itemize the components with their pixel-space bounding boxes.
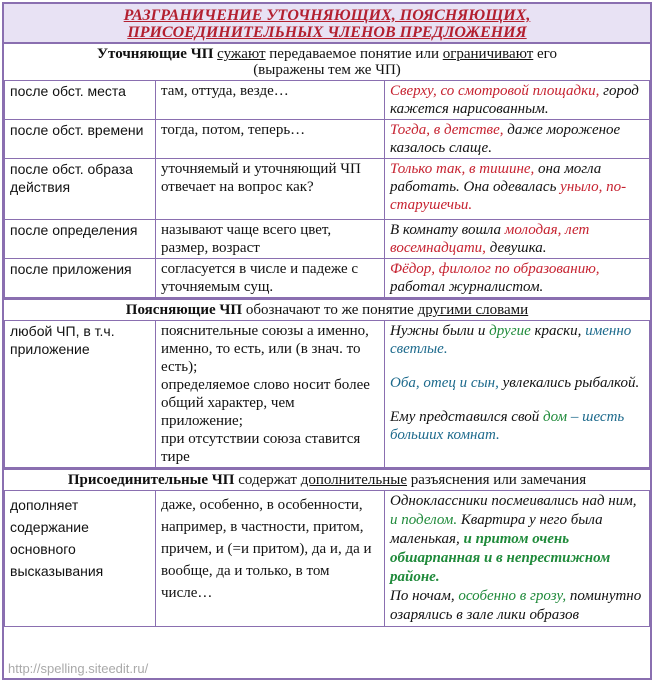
section-clarifying-header: Уточняющие ЧП сужают передаваемое понятие или ограничивают его (выражены тем же ЧП): [97, 46, 557, 78]
section-connective-header: Присоединительные ЧП содержат дополнительные разъяснения или замечания: [4, 468, 650, 490]
section-connective-table: [4, 490, 650, 627]
table-row: после обст. места там, оттуда, везде… Сверху, со смотровой площадки, город кажется нарисованным.: [5, 81, 650, 120]
table-row: после определения называют чаще всего цвет, размер, возраст В комнату вошла молодая, лет восемнадцати, девушка.: [5, 220, 650, 259]
table-row: после приложения согласуется в числе и падеже с уточняемым сущ. Фёдор, филолог по образованию, работал журналистом.: [5, 259, 650, 298]
table-row: после обст. образа действия уточняемый и уточняющий ЧП отвечает на вопрос как? Только так, в тишине, она могла работать. Она одевалась уныло, по-старушечьи.: [5, 159, 650, 220]
rules-table: [2, 2, 652, 680]
table-row: дополняет содержание основного высказывания даже, особенно, в особенности, например, в частности, притом, причем, и (=и притом), да и, да и вообще, да и только, в том числе… Одноклассники посмеивались над ним, и поделом. Квартира у него была маленькая, и притом очень обшарпанная и в непрестижном районе. По ночам, особенно в грозу, поминутно озарялись в зале лики образов: [5, 491, 650, 627]
title-line-1: РАЗГРАНИЧЕНИЕ УТОЧНЯЮЩИХ, ПОЯСНЯЮЩИХ,: [123, 7, 531, 24]
section-explanatory-header: Поясняющие ЧП обозначают то же понятие другими словами: [4, 298, 650, 320]
section-explanatory-table: [4, 320, 650, 468]
section-clarifying-table: [4, 80, 650, 298]
table-row: любой ЧП, в т.ч. приложение пояснительные союзы а именно, именно, то есть, или (в знач. то есть); определяемое слово носит более общий характер, чем приложение; при отсутствии союза ставится тире Нужны были и другие краски, именно светлые. Оба, отец и сын, увлекались рыбалкой. Ему представился свой дом – шесть больших комнат.: [5, 321, 650, 468]
watermark: http://spelling.siteedit.ru/: [8, 661, 149, 676]
table-row: после обст. времени тогда, потом, теперь… Тогда, в детстве, даже мороженое казалось слаще.: [5, 120, 650, 159]
page-title: [4, 4, 650, 44]
title-line-2: ПРИСОЕДИНИТЕЛЬНЫХ ЧЛЕНОВ ПРЕДЛОЖЕНИЯ: [127, 24, 527, 41]
